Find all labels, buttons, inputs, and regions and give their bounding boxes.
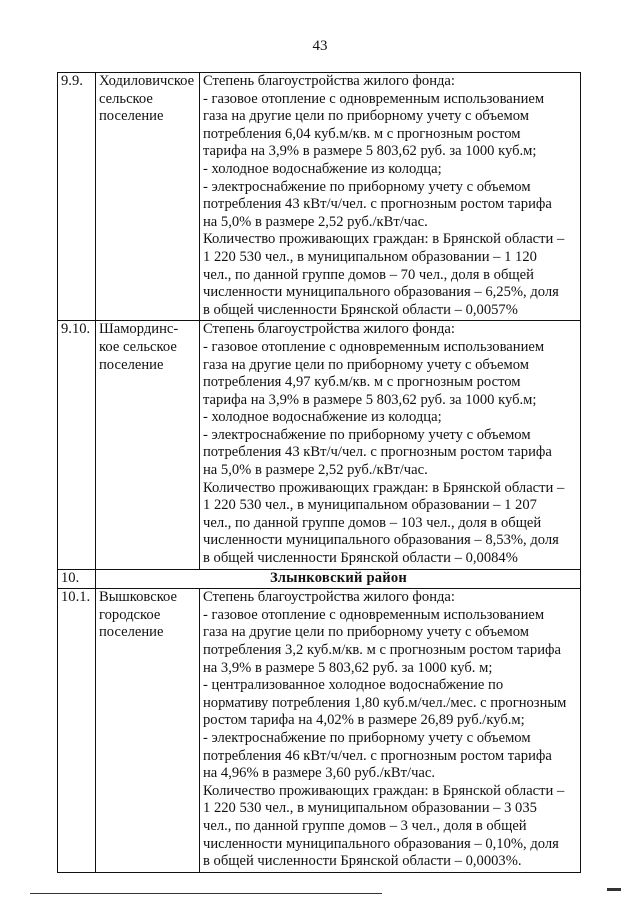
settlement-name-line: Ходиловичское bbox=[99, 73, 195, 89]
description-line: - электроснабжение по приборному учету с объемом bbox=[203, 178, 531, 195]
table-row bbox=[58, 589, 581, 873]
description-line: численности муниципального образования – 8,53%, доля bbox=[203, 532, 559, 549]
description-line: потребления 43 кВт/ч/чел. с прогнозным ростом тарифа bbox=[203, 444, 552, 461]
description-line: - газовое отопление с одновременным использованием bbox=[203, 606, 545, 623]
footer-mark bbox=[607, 888, 621, 891]
settlement-name bbox=[96, 589, 200, 873]
description-line: - газовое отопление с одновременным использованием bbox=[203, 90, 545, 107]
description-line: - электроснабжение по приборному учету с объемом bbox=[203, 426, 531, 443]
description-line: Степень благоустройства жилого фонда: bbox=[203, 589, 455, 606]
housing-data-table bbox=[57, 72, 581, 873]
description-line: Количество проживающих граждан: в Брянской области – bbox=[203, 782, 565, 799]
table-body bbox=[58, 73, 581, 873]
description-line: чел., по данной группе домов – 103 чел., доля в общей bbox=[203, 514, 542, 531]
description-line: Количество проживающих граждан: в Брянской области – bbox=[203, 479, 565, 496]
row-number: 9.10. bbox=[58, 321, 96, 569]
description-line: на 3,9% в размере 5 803,62 руб. за 1000 куб. м; bbox=[203, 659, 493, 676]
description-line: потребления 6,04 куб.м/кв. м с прогнозным ростом bbox=[203, 125, 521, 142]
settlement-name-line: поселение bbox=[99, 356, 164, 373]
description-line: потребления 3,2 куб.м/кв. м с прогнозным ростом тарифа bbox=[203, 642, 561, 658]
description-line: в общей численности Брянской области – 0,0057% bbox=[203, 301, 518, 318]
row-number: 9.9. bbox=[58, 73, 96, 321]
description-line: численности муниципального образования – 6,25%, доля bbox=[203, 284, 559, 301]
description-line: потребления 43 кВт/ч/чел. с прогнозным ростом тарифа bbox=[203, 196, 552, 213]
settlement-name-line: сельское bbox=[99, 90, 153, 107]
housing-description bbox=[200, 321, 581, 569]
row-number: 10.1. bbox=[58, 589, 96, 873]
section-header-row bbox=[58, 569, 581, 589]
housing-description bbox=[200, 73, 581, 321]
settlement-name-line: Шамординс- bbox=[99, 321, 179, 338]
description-line: на 4,96% в размере 3,60 руб./кВт/час. bbox=[203, 765, 436, 782]
description-line: 1 220 530 чел., в муниципальном образовании – 1 207 bbox=[203, 497, 537, 514]
description-line: в общей численности Брянской области – 0,0084% bbox=[203, 550, 518, 567]
settlement-name-line: поселение bbox=[99, 108, 164, 125]
settlement-name-line: поселение bbox=[99, 624, 164, 641]
description-line: газа на другие цели по приборному учету с объемом bbox=[203, 356, 530, 373]
description-line: тарифа на 3,9% в размере 5 803,62 руб. за 1000 куб.м; bbox=[203, 143, 537, 160]
description-line: ростом тарифа на 4,02% в размере 26,89 руб./куб.м; bbox=[203, 712, 525, 729]
page-number: 43 bbox=[312, 38, 328, 54]
description-line: - холодное водоснабжение из колодца; bbox=[203, 409, 442, 426]
description-line: чел., по данной группе домов – 70 чел., доля в общей bbox=[203, 266, 534, 283]
description-line: газа на другие цели по приборному учету с объемом bbox=[203, 624, 530, 641]
description-line: 1 220 530 чел., в муниципальном образовании – 3 035 bbox=[203, 800, 537, 817]
housing-description bbox=[200, 589, 581, 873]
description-line: - газовое отопление с одновременным использованием bbox=[203, 338, 545, 355]
description-line: чел., по данной группе домов – 3 чел., доля в общей bbox=[203, 817, 527, 834]
description-line: 1 220 530 чел., в муниципальном образовании – 1 120 bbox=[203, 248, 537, 265]
description-line: Степень благоустройства жилого фонда: bbox=[203, 321, 455, 338]
description-line: численности муниципального образования – 0,10%, доля bbox=[203, 835, 559, 852]
footer-rule bbox=[30, 893, 382, 894]
settlement-name-line: кое сельское bbox=[99, 338, 177, 355]
settlement-name bbox=[96, 73, 200, 321]
table-row bbox=[58, 321, 581, 569]
description-line: газа на другие цели по приборному учету с объемом bbox=[203, 108, 530, 125]
description-line: нормативу потребления 1,80 куб.м/чел./мес. с прогнозным bbox=[203, 694, 567, 711]
description-line: на 5,0% в размере 2,52 руб./кВт/час. bbox=[203, 462, 428, 479]
section-title: Злынковский район bbox=[96, 569, 581, 589]
section-number: 10. bbox=[58, 569, 96, 589]
description-line: - электроснабжение по приборному учету с объемом bbox=[203, 729, 531, 746]
settlement-name bbox=[96, 321, 200, 569]
table-row bbox=[58, 73, 581, 321]
description-line: потребления 4,97 куб.м/кв. м с прогнозным ростом bbox=[203, 374, 521, 391]
description-line: в общей численности Брянской области – 0,0003%. bbox=[203, 853, 522, 870]
description-line: - централизованное холодное водоснабжение по bbox=[203, 677, 504, 694]
description-line: на 5,0% в размере 2,52 руб./кВт/час. bbox=[203, 213, 428, 230]
settlement-name-line: городское bbox=[99, 606, 161, 623]
description-line: потребления 46 кВт/ч/чел. с прогнозным ростом тарифа bbox=[203, 747, 552, 764]
description-line: Степень благоустройства жилого фонда: bbox=[203, 73, 455, 89]
settlement-name-line: Вышковское bbox=[99, 589, 178, 606]
description-line: - холодное водоснабжение из колодца; bbox=[203, 160, 442, 177]
description-line: тарифа на 3,9% в размере 5 803,62 руб. за 1000 куб.м; bbox=[203, 391, 537, 408]
description-line: Количество проживающих граждан: в Брянской области – bbox=[203, 231, 565, 248]
